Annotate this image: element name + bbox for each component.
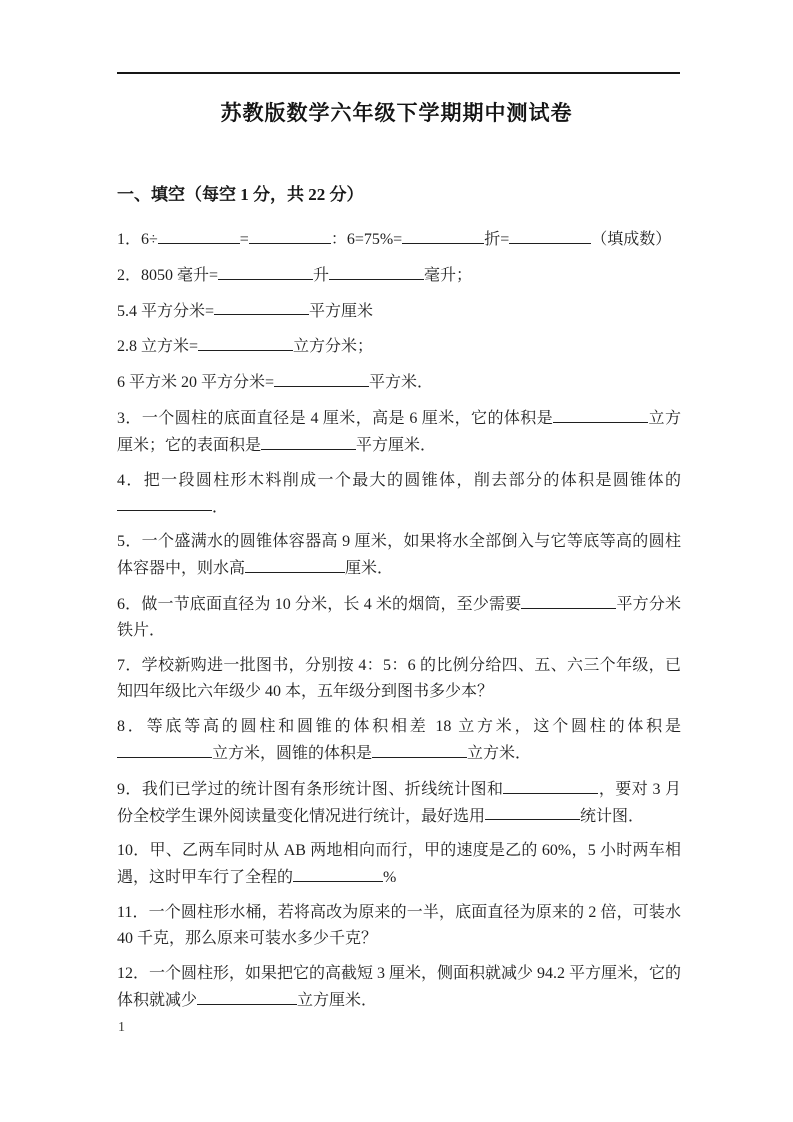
fill-in-blank bbox=[402, 226, 484, 244]
question-text: 平方米． bbox=[369, 373, 434, 391]
fill-in-blank bbox=[117, 740, 212, 758]
question-text: ，要对 3 月份全校学生课外阅读量变化情况进行统计，最好选用 bbox=[117, 780, 681, 825]
fill-in-blank bbox=[249, 226, 331, 244]
fill-in-blank bbox=[293, 864, 383, 882]
question-paragraph bbox=[117, 333, 681, 360]
question-paragraph bbox=[117, 900, 685, 952]
fill-in-blank bbox=[485, 803, 580, 821]
question-text: 立方厘米；它的表面积是 bbox=[117, 409, 681, 454]
question-text: = bbox=[239, 230, 249, 248]
question-text: % bbox=[383, 869, 397, 887]
question-paragraph bbox=[117, 838, 681, 891]
section-heading: 一、填空（每空 1 分，共 22 分） bbox=[117, 185, 364, 204]
fill-in-blank bbox=[274, 369, 369, 387]
question-text: 7．学校新购进一批图书，分别按 4：5：6 的比例分给四、五、六三个年级，已知四年级比六年级少 40 本，五年级分到图书多少本？ bbox=[117, 656, 681, 700]
question-text: 1．6÷ bbox=[117, 230, 158, 248]
fill-in-blank bbox=[329, 262, 424, 280]
fill-in-blank bbox=[158, 226, 240, 244]
question-paragraph bbox=[117, 529, 681, 582]
question-text: ：6=75%= bbox=[330, 230, 403, 248]
question-paragraph bbox=[117, 262, 681, 289]
question-text: 平方厘米 bbox=[309, 302, 374, 320]
question-text: 升 bbox=[313, 266, 330, 284]
question-text: 8．等底等高的圆柱和圆锥的体积相差 18 立方米，这个圆柱的体积是 bbox=[117, 717, 681, 735]
fill-in-blank bbox=[197, 987, 297, 1005]
question-text: 2．8050 毫升= bbox=[117, 266, 219, 284]
question-text: 平方厘米． bbox=[356, 436, 437, 454]
fill-in-blank bbox=[214, 298, 309, 316]
fill-in-blank bbox=[503, 776, 598, 794]
question-paragraph bbox=[117, 369, 681, 396]
question-paragraph bbox=[117, 591, 681, 644]
question-text: 4．把一段圆柱形木料削成一个最大的圆锥体，削去部分的体积是圆锥体的 bbox=[117, 471, 681, 489]
question-text: 6．做一节底面直径为 10 分米，长 4 米的烟筒，至少需要 bbox=[117, 595, 522, 613]
question-text: 5.4 平方分米= bbox=[117, 302, 215, 320]
question-text: 立方分米； bbox=[293, 338, 374, 356]
question-paragraph bbox=[117, 298, 681, 325]
question-paragraph bbox=[117, 961, 681, 1014]
page-number: 1 bbox=[118, 1020, 125, 1035]
questions-list bbox=[117, 226, 685, 1023]
question-text: ． bbox=[212, 498, 229, 516]
question-text: 9．我们已学过的统计图有条形统计图、折线统计图和 bbox=[117, 780, 504, 798]
fill-in-blank bbox=[521, 591, 616, 609]
question-text: 6 平方米 20 平方分米= bbox=[117, 373, 275, 391]
fill-in-blank bbox=[198, 333, 293, 351]
question-paragraph bbox=[117, 226, 681, 253]
question-text: 5．一个盛满水的圆锥体容器高 9 厘米，如果将水全部倒入与它等底等高的圆柱体容器中，则水高 bbox=[117, 533, 681, 578]
question-text: 立方米． bbox=[467, 744, 532, 762]
fill-in-blank bbox=[372, 740, 467, 758]
question-text: 折= bbox=[484, 230, 510, 248]
fill-in-blank bbox=[261, 432, 356, 450]
question-text: 统计图． bbox=[580, 807, 645, 825]
question-text: 2.8 立方米= bbox=[117, 338, 199, 356]
question-text: 11．一个圆柱形水桶，若将高改为原来的一半，底面直径为原来的 2 倍，可装水 40 千克，那么原来可装水多少千克？ bbox=[117, 904, 685, 948]
question-paragraph bbox=[117, 714, 681, 767]
fill-in-blank bbox=[117, 494, 212, 512]
question-text: 12．一个圆柱形，如果把它的高截短 3 厘米，侧面积就减少 94.2 平方厘米，它的体积就减少 bbox=[117, 965, 682, 1009]
question-paragraph bbox=[117, 776, 681, 830]
question-text: 立方米，圆锥的体积是 bbox=[212, 744, 373, 762]
question-text: 3．一个圆柱的底面直径是 4 厘米，高是 6 厘米，它的体积是 bbox=[117, 409, 554, 427]
header-rule bbox=[117, 72, 680, 74]
document-title: 苏教版数学六年级下学期期中测试卷 bbox=[220, 101, 573, 125]
question-text: 10．甲、乙两车同时从 AB 两地相向而行，甲的速度是乙的 60%，5 小时两车相遇，这时甲车行了全程的 bbox=[117, 842, 681, 887]
fill-in-blank bbox=[245, 555, 345, 573]
question-text: （填成数） bbox=[591, 230, 672, 248]
fill-in-blank bbox=[509, 226, 591, 244]
question-paragraph bbox=[117, 468, 681, 521]
question-text: 立方厘米． bbox=[297, 991, 378, 1009]
question-text: 厘米． bbox=[345, 560, 394, 578]
question-paragraph bbox=[117, 653, 681, 705]
fill-in-blank bbox=[218, 262, 313, 280]
question-text: 平方分米铁片． bbox=[117, 595, 681, 639]
question-paragraph bbox=[117, 405, 681, 459]
fill-in-blank bbox=[553, 405, 648, 423]
question-text: 毫升； bbox=[424, 266, 473, 284]
